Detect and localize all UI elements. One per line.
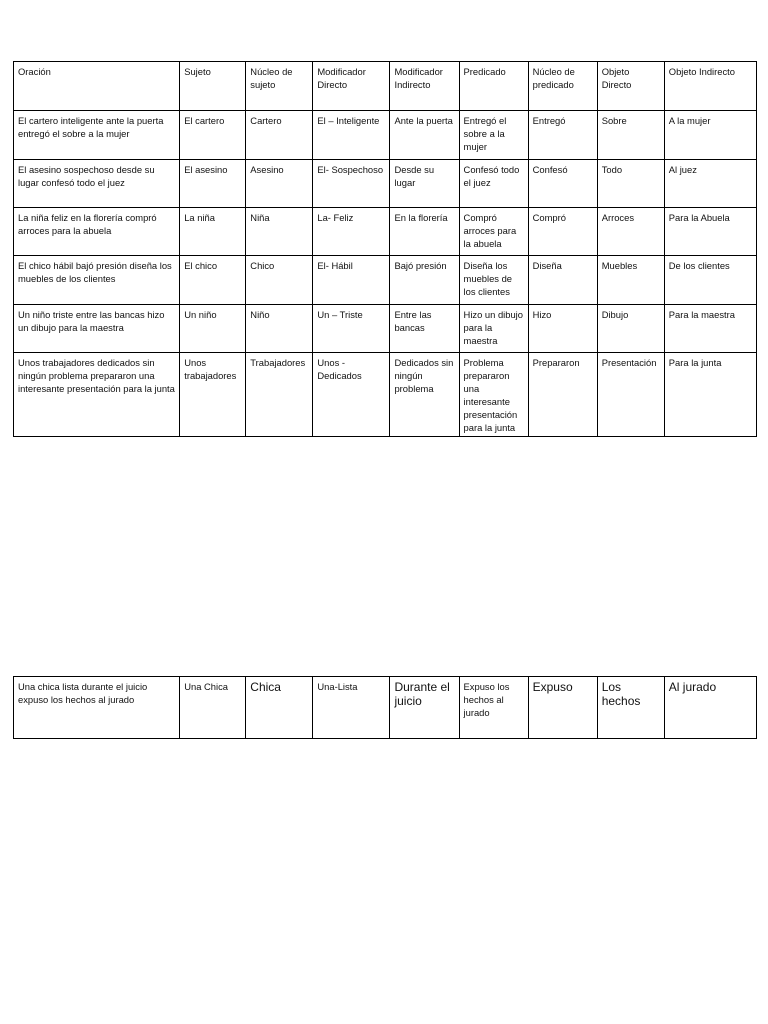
table-cell: Trabajadores [246,353,313,437]
header-cell-objeto-directo: Objeto Directo [597,62,664,111]
table-cell: La niña feliz en la florería compró arroces para la abuela [14,208,180,256]
table-cell: Todo [597,160,664,208]
table-cell: Al juez [664,160,756,208]
table-cell: Confesó [528,160,597,208]
table-cell: La niña [180,208,246,256]
table-cell: De los clientes [664,256,756,305]
table-cell: A la mujer [664,111,756,160]
header-cell-nucleo-sujeto: Núcleo de sujeto [246,62,313,111]
table-cell: Prepararon [528,353,597,437]
table-cell: Una Chica [180,677,246,739]
table-cell: Muebles [597,256,664,305]
table-cell: El cartero [180,111,246,160]
table-row [14,160,757,208]
table-cell: Confesó todo el juez [459,160,528,208]
table-row [14,353,757,437]
table-cell: Niño [246,305,313,353]
table-cell: El- Sospechoso [313,160,390,208]
table-row [14,256,757,305]
table-row [14,677,757,739]
table-cell: Entregó [528,111,597,160]
table-row [14,208,757,256]
header-cell-predicado: Predicado [459,62,528,111]
table-cell: Cartero [246,111,313,160]
table-cell: El asesino [180,160,246,208]
header-cell-modificador-directo: Modificador Directo [313,62,390,111]
sentence-analysis-table [13,61,757,437]
table-cell: Hizo un dibujo para la maestra [459,305,528,353]
table-cell: Para la maestra [664,305,756,353]
table-cell: Al jurado [664,677,756,739]
table-cell: Una chica lista durante el juicio expuso los hechos al jurado [14,677,180,739]
table-cell: Para la Abuela [664,208,756,256]
header-cell-sujeto: Sujeto [180,62,246,111]
table-cell: Expuso [528,677,597,739]
table-cell: Arroces [597,208,664,256]
table-cell: Desde su lugar [390,160,459,208]
table-cell: El chico hábil bajó presión diseña los muebles de los clientes [14,256,180,305]
table-cell: Compró arroces para la abuela [459,208,528,256]
table-cell: Sobre [597,111,664,160]
table-cell: El chico [180,256,246,305]
table-cell: Una-Lista [313,677,390,739]
table-header-row [14,62,757,111]
header-cell-objeto-indirecto: Objeto Indirecto [664,62,756,111]
table-cell: El – Inteligente [313,111,390,160]
table-cell: Durante el juicio [390,677,459,739]
table-cell: Diseña los muebles de los clientes [459,256,528,305]
table-cell: Problema prepararon una interesante presentación para la junta [459,353,528,437]
table-cell: Unos trabajadores [180,353,246,437]
table-cell: Bajó presión [390,256,459,305]
table-cell: Entre las bancas [390,305,459,353]
table-cell: Chica [246,677,313,739]
table-cell: Dibujo [597,305,664,353]
table-cell: Unos trabajadores dedicados sin ningún problema prepararon una interesante presentación para la junta [14,353,180,437]
table-row [14,305,757,353]
table-cell: Un niño [180,305,246,353]
table-cell: Asesino [246,160,313,208]
table-cell: Dedicados sin ningún problema [390,353,459,437]
table-cell: Compró [528,208,597,256]
table-cell: Unos - Dedicados [313,353,390,437]
table-cell: Diseña [528,256,597,305]
header-cell-oracion: Oración [14,62,180,111]
table-cell: En la florería [390,208,459,256]
header-cell-modificador-indirecto: Modificador Indirecto [390,62,459,111]
table-cell: El asesino sospechoso desde su lugar confesó todo el juez [14,160,180,208]
table-cell: El cartero inteligente ante la puerta entregó el sobre a la mujer [14,111,180,160]
table-cell: Niña [246,208,313,256]
table-row [14,111,757,160]
table-cell: La- Feliz [313,208,390,256]
table-cell: Presentación [597,353,664,437]
table-cell: Un niño triste entre las bancas hizo un dibujo para la maestra [14,305,180,353]
table-cell: Un – Triste [313,305,390,353]
table-cell: Expuso los hechos al jurado [459,677,528,739]
table-cell: Ante la puerta [390,111,459,160]
table-cell: Hizo [528,305,597,353]
extra-sentence-table [13,676,757,739]
header-cell-nucleo-predicado: Núcleo de predicado [528,62,597,111]
table-cell: Los hechos [597,677,664,739]
table-cell: Entregó el sobre a la mujer [459,111,528,160]
table-cell: Chico [246,256,313,305]
table-cell: El- Hábil [313,256,390,305]
table-cell: Para la junta [664,353,756,437]
